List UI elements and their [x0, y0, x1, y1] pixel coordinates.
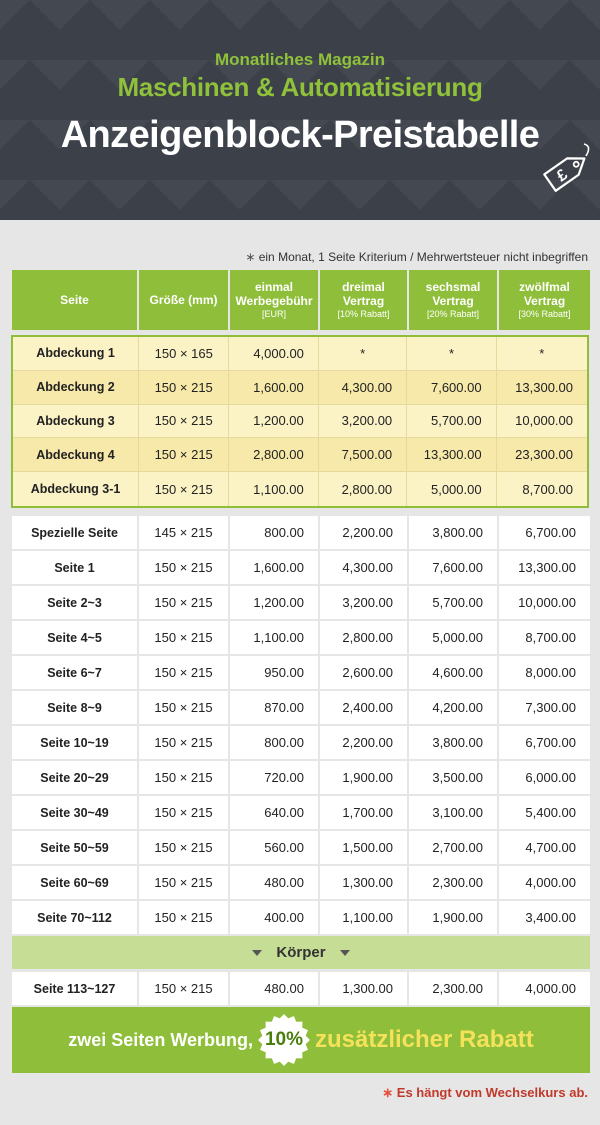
footnote: ∗ Es hängt vom Wechselkurs ab. — [382, 1085, 588, 1100]
table-cell: 1,300.00 — [320, 972, 409, 1005]
table-cell: 480.00 — [230, 866, 320, 899]
column-header-sub: [20% Rabatt] — [426, 309, 480, 319]
top-note: ∗ ein Monat, 1 Seite Kriterium / Mehrwertsteuer nicht inbegriffen — [245, 250, 588, 264]
row-label: Seite 50~59 — [12, 831, 139, 864]
table-row — [13, 371, 587, 405]
table-cell: 2,800.00 — [229, 438, 318, 471]
table-cell: 150 × 215 — [139, 726, 230, 759]
column-header — [499, 270, 590, 330]
table-cell: 3,200.00 — [319, 405, 407, 438]
table-cell: 1,200.00 — [229, 405, 318, 438]
table-row — [12, 831, 590, 864]
table-cell: 2,700.00 — [409, 831, 499, 864]
row-label: Abdeckung 1 — [13, 337, 139, 370]
table-cell: * — [539, 345, 545, 361]
table-cell: 2,200.00 — [320, 516, 409, 549]
body-rows — [12, 972, 590, 1007]
table-cell: 150 × 215 — [139, 866, 230, 899]
column-header — [12, 270, 139, 330]
table-cell: 1,300.00 — [320, 866, 409, 899]
column-header-label: sechsmal Vertrag — [425, 280, 481, 308]
table-row — [12, 901, 590, 934]
table-row — [12, 796, 590, 829]
row-label: Abdeckung 4 — [13, 438, 139, 471]
section-label: Körper — [276, 944, 326, 961]
table-cell: 10,000.00 — [515, 413, 573, 429]
table-cell: 13,300.00 — [407, 438, 496, 471]
column-header-label: einmal Werbegebühr — [235, 280, 313, 308]
row-label: Seite 6~7 — [12, 656, 139, 689]
table-cell: 6,700.00 — [525, 525, 576, 540]
column-header-sub: [10% Rabatt] — [337, 309, 390, 319]
table-cell: 3,800.00 — [409, 516, 499, 549]
table-cell: 2,600.00 — [320, 656, 409, 689]
table-cell: 4,000.00 — [229, 337, 318, 370]
table-cell: 6,000.00 — [525, 770, 576, 785]
table-cell: 7,500.00 — [319, 438, 407, 471]
table-cell: 150 × 215 — [139, 761, 230, 794]
table-cell: 6,700.00 — [525, 735, 576, 750]
table-cell: 4,300.00 — [319, 371, 407, 404]
row-label: Abdeckung 2 — [13, 371, 139, 404]
table-cell: 5,400.00 — [525, 805, 576, 820]
table-row — [12, 726, 590, 759]
table-cell: 3,800.00 — [409, 726, 499, 759]
column-header-label: Größe (mm) — [149, 293, 218, 307]
table-row — [12, 621, 590, 654]
header-banner — [0, 0, 600, 220]
column-header-label: dreimal Vertrag — [342, 280, 385, 308]
table-cell: 640.00 — [230, 796, 320, 829]
row-label: Seite 8~9 — [12, 691, 139, 724]
table-row — [13, 472, 587, 506]
table-row — [12, 586, 590, 619]
table-cell: 1,600.00 — [229, 371, 318, 404]
row-label: Seite 10~19 — [12, 726, 139, 759]
row-label: Spezielle Seite — [12, 516, 139, 549]
table-cell: 1,100.00 — [230, 621, 320, 654]
table-cell: 1,700.00 — [320, 796, 409, 829]
column-header-sub: [30% Rabatt] — [518, 309, 571, 319]
table-cell: 150 × 215 — [139, 796, 230, 829]
table-cell: 2,200.00 — [320, 726, 409, 759]
table-cell: 145 × 215 — [139, 516, 230, 549]
column-header-sub: [EUR] — [261, 309, 286, 319]
page-rows — [12, 516, 590, 936]
table-cell: 400.00 — [230, 901, 320, 934]
table-cell: 720.00 — [230, 761, 320, 794]
table-cell: 1,100.00 — [320, 901, 409, 934]
row-label: Seite 2~3 — [12, 586, 139, 619]
row-label: Abdeckung 3-1 — [13, 472, 139, 506]
table-cell: 150 × 215 — [139, 405, 229, 438]
table-cell: 4,000.00 — [525, 981, 576, 996]
table-cell: 5,000.00 — [407, 472, 496, 506]
table-cell: 5,000.00 — [409, 621, 499, 654]
svg-text:£: £ — [553, 166, 571, 186]
table-cell: 150 × 215 — [139, 831, 230, 864]
table-cell: 150 × 165 — [139, 337, 229, 370]
table-cell: 1,500.00 — [320, 831, 409, 864]
triangle-down-icon — [252, 950, 262, 956]
table-cell: 150 × 215 — [139, 551, 230, 584]
row-label: Seite 30~49 — [12, 796, 139, 829]
table-cell: 950.00 — [230, 656, 320, 689]
table-cell: 2,800.00 — [319, 472, 407, 506]
column-header-label: Seite — [60, 293, 89, 307]
table-row — [13, 337, 587, 371]
row-label: Seite 1 — [12, 551, 139, 584]
table-cell: 3,500.00 — [409, 761, 499, 794]
table-cell: 13,300.00 — [515, 379, 573, 395]
triangle-down-icon — [340, 950, 350, 956]
table-row — [12, 551, 590, 584]
table-row — [12, 972, 590, 1005]
table-cell: 8,700.00 — [522, 481, 573, 497]
section-divider-koerper — [12, 936, 590, 969]
table-cell: 150 × 215 — [139, 621, 230, 654]
table-cell: 150 × 215 — [139, 472, 229, 506]
table-cell: 1,900.00 — [320, 761, 409, 794]
premium-cover-rows — [11, 335, 589, 508]
banner-text-right: zusätzlicher Rabatt — [314, 1026, 534, 1053]
table-cell: * — [407, 337, 496, 370]
column-header — [409, 270, 499, 330]
table-row — [13, 405, 587, 439]
table-cell: 10,000.00 — [518, 595, 576, 610]
badge-percent: 10% — [264, 1029, 303, 1050]
table-cell: * — [319, 337, 407, 370]
table-row — [12, 656, 590, 689]
table-cell: 150 × 215 — [139, 438, 229, 471]
table-cell: 8,000.00 — [525, 665, 576, 680]
row-label: Seite 20~29 — [12, 761, 139, 794]
discount-banner — [12, 1007, 590, 1073]
table-row — [12, 691, 590, 724]
pound-price-tag-icon — [540, 142, 596, 198]
table-cell: 4,700.00 — [525, 840, 576, 855]
table-cell: 150 × 215 — [139, 901, 230, 934]
table-cell: 4,000.00 — [525, 875, 576, 890]
table-cell: 870.00 — [230, 691, 320, 724]
table-cell: 2,800.00 — [320, 621, 409, 654]
table-cell: 4,200.00 — [409, 691, 499, 724]
table-cell: 5,700.00 — [407, 405, 496, 438]
row-label: Seite 4~5 — [12, 621, 139, 654]
table-row — [12, 761, 590, 794]
magazine-type: Monatliches Magazin — [214, 50, 386, 69]
table-cell: 2,300.00 — [409, 972, 499, 1005]
table-cell: 8,700.00 — [525, 630, 576, 645]
table-cell: 5,700.00 — [409, 586, 499, 619]
row-label: Abdeckung 3 — [13, 405, 139, 438]
table-cell: 150 × 215 — [139, 586, 230, 619]
table-cell: 2,300.00 — [409, 866, 499, 899]
table-cell: 3,100.00 — [409, 796, 499, 829]
table-cell: 7,300.00 — [525, 700, 576, 715]
row-label: Seite 70~112 — [12, 901, 139, 934]
magazine-name: Maschinen & Automatisierung — [117, 72, 483, 102]
banner-text-left: zwei Seiten Werbung, — [68, 1029, 253, 1050]
table-cell: 150 × 215 — [139, 656, 230, 689]
table-cell: 150 × 215 — [139, 972, 230, 1005]
table-cell: 150 × 215 — [139, 691, 230, 724]
table-cell: 2,400.00 — [320, 691, 409, 724]
table-cell: 800.00 — [230, 516, 320, 549]
table-cell: 800.00 — [230, 726, 320, 759]
table-cell: 4,300.00 — [320, 551, 409, 584]
table-cell: 13,300.00 — [518, 560, 576, 575]
table-cell: 1,900.00 — [409, 901, 499, 934]
table-cell: 23,300.00 — [515, 447, 573, 463]
table-cell: 3,200.00 — [320, 586, 409, 619]
column-header — [139, 270, 230, 330]
row-label: Seite 60~69 — [12, 866, 139, 899]
table-cell: 7,600.00 — [407, 371, 496, 404]
table-cell: 7,600.00 — [409, 551, 499, 584]
table-cell: 4,600.00 — [409, 656, 499, 689]
page-title: Anzeigenblock-Preistabelle — [60, 114, 540, 156]
row-label: Seite 113~127 — [12, 972, 139, 1005]
table-cell: 3,400.00 — [525, 910, 576, 925]
table-header — [12, 270, 590, 330]
table-cell: 480.00 — [230, 972, 320, 1005]
table-cell: 1,100.00 — [229, 472, 318, 506]
table-cell: 150 × 215 — [139, 371, 229, 404]
discount-badge — [257, 1013, 311, 1067]
table-row — [12, 866, 590, 899]
column-header — [320, 270, 409, 330]
table-row — [13, 438, 587, 472]
column-header-label: zwölfmal Vertrag — [519, 280, 570, 308]
table-row — [12, 516, 590, 549]
table-cell: 560.00 — [230, 831, 320, 864]
table-cell: 1,600.00 — [230, 551, 320, 584]
column-header — [230, 270, 320, 330]
table-cell: 1,200.00 — [230, 586, 320, 619]
